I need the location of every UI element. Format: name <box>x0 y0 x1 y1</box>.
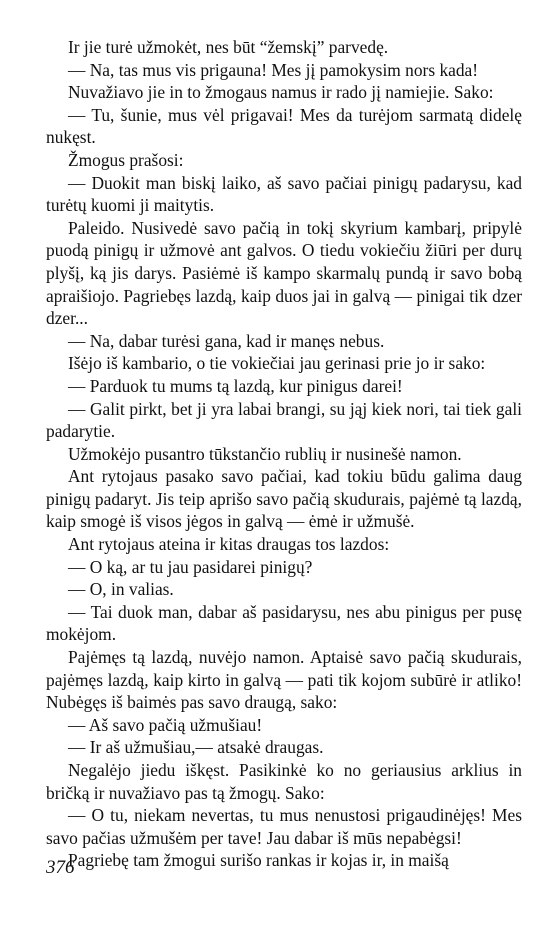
paragraph: Paleido. Nusivedė savo pačią in tokį skyrium kambarį, pripylė puodą pinigų ir užmovė ant galvos. O tiedu vokiečiu žiūri per durų plyšį, ką jis darys. Pasiėmė iš kampo skarmalų pundą ir savo bobą apraišiojo. Pagriebęs lazdą, kaip duos jai in galvą — pinigai tik dzer dzer... <box>46 217 522 329</box>
paragraph: — O tu, niekam nevertas, tu mus nenustosi prigaudinėjęs! Mes savo pačias užmušėm per tave! Jau dabar iš mūs nepabėgsi! <box>46 805 522 848</box>
paragraph: — Aš savo pačią užmušiau! <box>68 714 263 735</box>
paragraph: — Galit pirkt, bet ji yra labai brangi, su jąj kiek nori, tai tiek gali padarytie. <box>46 398 522 442</box>
paragraph: — Parduok tu mums tą lazdą, kur pinigus darei! <box>68 375 403 396</box>
paragraph: — Tai duok man, dabar aš pasidarysu, nes abu pinigus per pusę mokėjom. <box>46 601 522 645</box>
paragraph: Pajėmęs tą lazdą, nuvėjo namon. Aptaisė savo pačią skudurais, pajėmęs lazdą, kaip kirto in galvą — pati tik kojom subūrė ir atliko! Nubėgęs iš baimės pas savo draugą, sako: <box>46 647 522 713</box>
paragraph: Ant rytojaus pasako savo pačiai, kad tokiu būdu galima daug pinigų padaryt. Jis teip aprišo savo pačią skudurais, pajėmė tą lazdą, kaip smogė iš visos jėgos in galvą — ėmė ir užmušė. <box>46 466 522 532</box>
paragraph: Ir jie turė užmokėt, nes būt “žemskį” parvedę. <box>68 37 389 57</box>
paragraph: Užmokėjo pusantro tūkstančio rublių ir nusinešė namon. <box>68 443 462 464</box>
paragraph: Negalėjo jiedu iškęst. Pasikinkė ko no geriausius arklius in bričką ir nuvažiavo pas tą žmogų. Sako: <box>46 760 522 803</box>
page-number: 376 <box>46 857 75 878</box>
paragraph: Išėjo iš kambario, o tie vokiečiai jau gerinasi prie jo ir sako: <box>68 353 486 374</box>
paragraph: Nuvažiavo jie in to žmogaus namus ir rado jį namiejie. Sako: <box>68 82 494 103</box>
paragraph: — Duokit man biskį laiko, aš savo pačiai pinigų padarysu, kad turėtų kuomi ji maitytis. <box>46 172 522 216</box>
paragraph: — O, in valias. <box>68 579 174 600</box>
paragraph: Žmogus prašosi: <box>68 149 184 170</box>
text-body <box>46 36 522 872</box>
paragraph: Pagriebę tam žmogui surišo rankas ir kojas ir, in maišą <box>68 850 449 871</box>
paragraph: Ant rytojaus ateina ir kitas draugas tos lazdos: <box>68 534 390 555</box>
paragraph: — Na, tas mus vis prigauna! Mes jį pamokysim nors kada! <box>68 59 479 80</box>
paragraph: — Na, dabar turėsi gana, kad ir manęs nebus. <box>68 330 385 351</box>
paragraph: — O ką, ar tu jau pasidarei pinigų? <box>68 556 313 577</box>
paragraph: — Tu, šunie, mus vėl prigavai! Mes da turėjom sarmatą didelę nukęst. <box>46 104 522 148</box>
paragraph: — Ir aš užmušiau,— atsakė draugas. <box>68 737 324 758</box>
